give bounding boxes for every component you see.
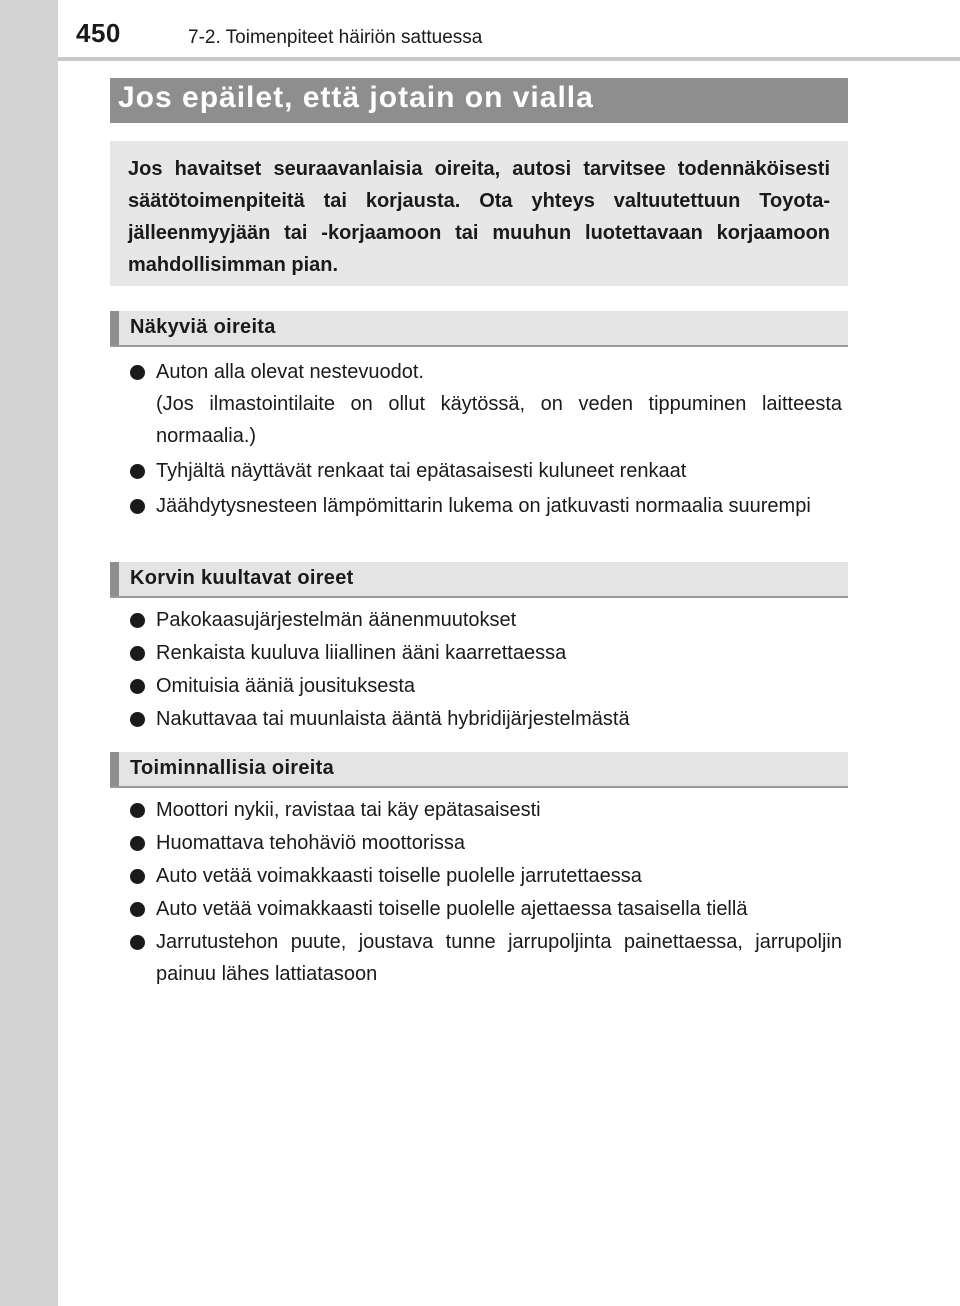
list-item: Moottori nykii, ravistaa tai käy epätasaisesti xyxy=(128,794,842,826)
bullet-icon xyxy=(130,935,145,950)
subheading-functional-symptoms xyxy=(110,752,848,788)
subheading-visible-symptoms xyxy=(110,311,848,347)
list-item: Tyhjältä näyttävät renkaat tai epätasaisesti kuluneet renkaat xyxy=(128,455,842,487)
list-item: Auto vetää voimakkaasti toiselle puolelle jarrutettaessa xyxy=(128,860,842,892)
header-rule xyxy=(58,57,960,61)
bullet-icon xyxy=(130,836,145,851)
subheading-audible-symptoms xyxy=(110,562,848,598)
bullet-icon xyxy=(130,679,145,694)
visible-symptoms-list xyxy=(128,356,842,522)
side-tab-strip xyxy=(0,0,58,1306)
audible-symptoms-list xyxy=(128,604,842,735)
subheading-accent xyxy=(110,752,119,786)
list-item: Auton alla olevat nestevuodot. (Jos ilmastointilaite on ollut käytössä, on veden tippuminen laitteesta normaalia.) xyxy=(128,356,842,452)
list-item: Auto vetää voimakkaasti toiselle puolelle ajettaessa tasaisella tiellä xyxy=(128,893,842,925)
bullet-icon xyxy=(130,613,145,628)
intro-text: Jos havaitset seuraavanlaisia oireita, autosi tarvitsee todennäköisesti säätötoimenpiteitä tai korjausta. Ota yhteys valtuutettuun Toyota-jälleenmyyjään tai -korjaamoon tai muuhun luotettavaan korjaamoon mahdollisimman pian. xyxy=(128,158,830,276)
functional-symptoms-list xyxy=(128,794,842,990)
subheading-label: Näkyviä oireita xyxy=(130,316,276,338)
page-number: 450 xyxy=(76,18,121,48)
subheading-label: Toiminnallisia oireita xyxy=(130,757,335,779)
page-title: Jos epäilet, että jotain on vialla xyxy=(118,81,594,114)
bullet-icon xyxy=(130,902,145,917)
section-label: 7-2. Toimenpiteet häiriön sattuessa xyxy=(188,27,483,48)
subheading-accent xyxy=(110,311,119,345)
subheading-label: Korvin kuultavat oireet xyxy=(130,567,354,589)
list-item: Omituisia ääniä jousituksesta xyxy=(128,670,842,702)
bullet-icon xyxy=(130,646,145,661)
bullet-icon xyxy=(130,464,145,479)
list-item: Nakuttavaa tai muunlaista ääntä hybridijärjestelmästä xyxy=(128,703,842,735)
list-item: Pakokaasujärjestelmän äänenmuutokset xyxy=(128,604,842,636)
bullet-icon xyxy=(130,365,145,380)
list-item: Renkaista kuuluva liiallinen ääni kaarrettaessa xyxy=(128,637,842,669)
bullet-icon xyxy=(130,499,145,514)
bullet-icon xyxy=(130,712,145,727)
list-item: Huomattava tehohäviö moottorissa xyxy=(128,827,842,859)
bullet-icon xyxy=(130,869,145,884)
list-item: Jäähdytysnesteen lämpömittarin lukema on jatkuvasti normaalia suurempi xyxy=(128,490,842,522)
bullet-icon xyxy=(130,803,145,818)
subheading-accent xyxy=(110,562,119,596)
list-item: Jarrutustehon puute, joustava tunne jarrupoljinta painettaessa, jarrupoljin painuu lähes lattiatasoon xyxy=(128,926,842,990)
